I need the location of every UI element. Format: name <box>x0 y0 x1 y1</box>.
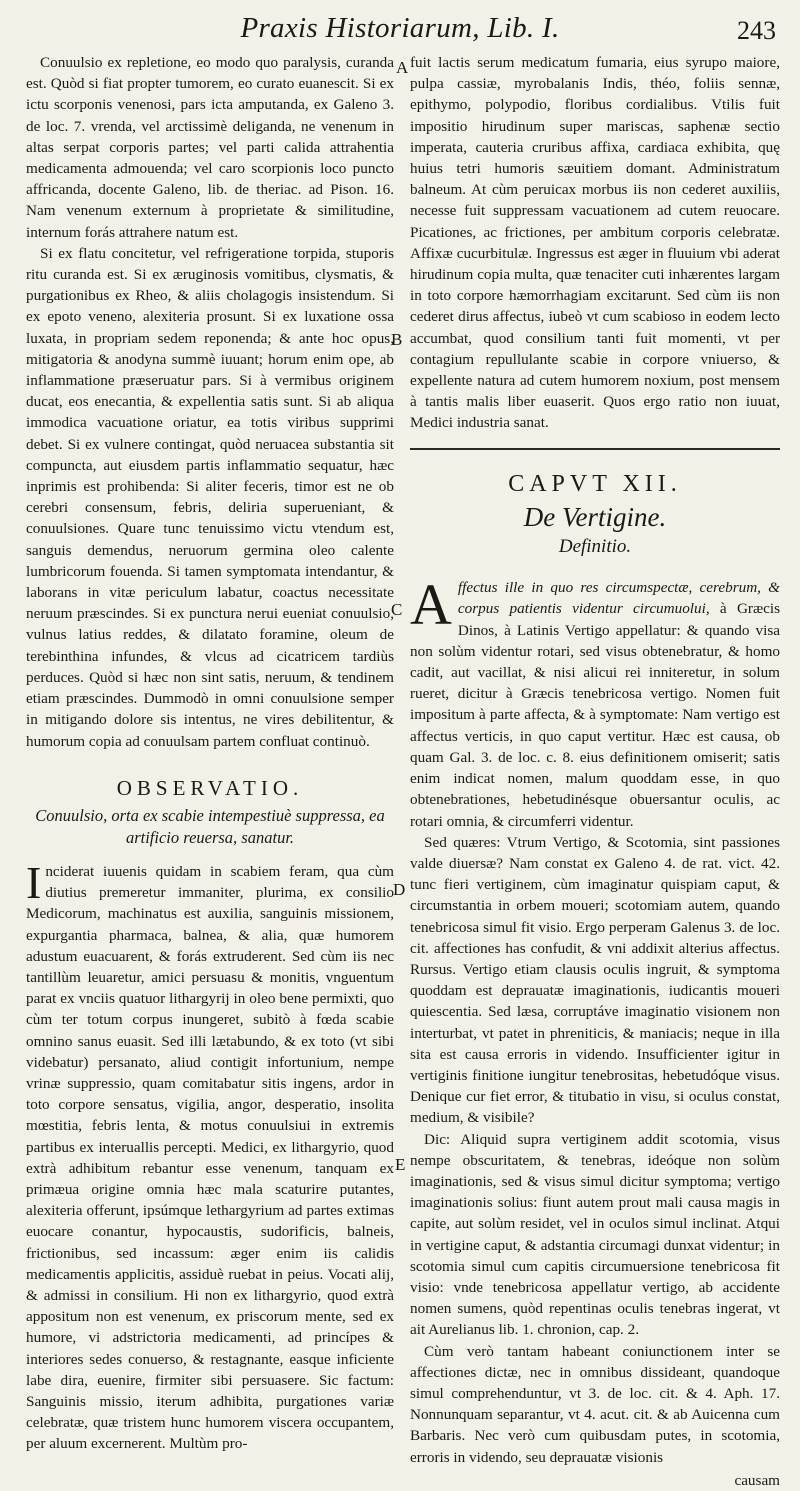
margin-letter-e: E <box>395 1155 406 1174</box>
observatio-text: nciderat iuuenis quidam in scabiem feram, qua cùm diutius premeretur immaniter, plurima, ex consilio Medicorum, machinatus est auxilia, sanguinis missionem, expurgantia pharmaca, balnea, & alia, quæ humorem adustum euacuarent, & forás extruderent. Sed cùm iis nec tantillùm leuaretur, amici persuasu & monitis, vnguentum parat ex vnciis quatuor lithargyrij in oleo bene permixti, quo cùm ter totum corpus inungeret, subitò à fœda scabie omnino sanus euasit. Sed illi lætabundo, & ex toto (vt sibi videbatur) persanato, aliud contigit infortunium, nempe vrinæ suppressio, quam comitabatur sitis ingens, ardor in toto corpore sensatus, vigilia, angor, desperatio, insolita mœstitia, febris lenta, & motus conuulsiui in extremis partibus ex interuallis percepti. Medici, ex lithargyrio, quod extrà adhibitum rebantur esse venenum, tanquam ex primæua origine omnia hæc mala scaturire putantes, alexiteria offerunt, ipsúmque lethargyrium ad partes extimas euocare conantur, hypocaustis, sudorificis, balneis, frictionibus, sed incassum: æger enim iis calidis medicamentis applicitis, assiduè ruebat in peius. Vocati alij, & admissi in consilium. Hi non ex lithargyrio, quod extrà appositum non est venenum, ex priscorum mente, sed ex humore, vi adstrictoria medicamenti, ad princípes & interiores sedes conuerso, & restagnante, easque inficiente labe dira, euenire, firmiter sibi persuasere. Sic factum: Sanguinis missio, iterum adhibita, purgationes variæ celebratæ, quæ tristem hunc humorem viscera occupantem, per aluum excernerent. Multùm pro- <box>26 862 394 1453</box>
left-column <box>26 52 394 1455</box>
definitio-paragraph <box>410 572 780 831</box>
definitio-dropcap: A <box>410 572 452 638</box>
left-paragraph: Conuulsio ex repletione, eo modo quo paralysis, curanda est. Quòd si fiat propter tumorem, eo curato euanescit. Si ex ictu scorponis venenosi, pars icta amputanda, ex Galeno 3. de loc. 7. vrenda, vel arctissimè deliganda, ne venenum in altas serpat corporis partes; vel parti calida attrahentia medicamenta admouenda; vel caro scorpionis loco puncto affricanda, docente Galeno, lib. de theriac. ad Pison. 16. Nam venenum externum à proprietate & similitudine, internum forás attrahere natum est. <box>26 54 394 241</box>
right-paragraph: Cùm verò tantam habeant coniunctionem inter se affectiones dictæ, nec in omnibus dissideant, quandoque simul comprehenduntur, vt 3. de loc. cit. & 4. Aph. 17. Nonnunquam separantur, vt 4. acut. cit. & ab Auicenna cum Barbaris. Nec verò cum quibusdam putes, in scotomia, erroris in videndo, seu deprauatæ visionis <box>410 1342 780 1466</box>
left-paragraph: Si ex flatu concitetur, vel refrigeratione torpida, stuporis ritu curanda est. Si ex æruginosis vomitibus, clysmatis, & purgationibus ex Rheo, & aliis cholagogis insistendum. Si ex epoto veneno, alexiteria prosunt. Si ex luxatione ossa luxata, in propriam sedem reponenda; & ante hoc opus, mitigatoria & anodyna summè iuuant; horum enim ope, ab inflammatione præseruatur pars. Si à vermibus originem ducat, eos enecantia, & expellentia satis sunt. Si ab aliqua immodica vacuatione oriatur, ea totis viribus supprimi debet. Si ex vulnere contingat, quòd neruacea substantia sit compuncta, aut eiusdem partis inflammatio sequatur, hæc inprimis est prohibenda: Si aliter feceris, timor est ne ob cerebri consensum, febris, deliria superueniant, & conuulsiones. Quare tunc tenuissimo victu vtendum est, sanguis demendus, neruorum germina oleo calente lumbricorum fouenda. Si tamen symptomata intendantur, & laborans in vitæ periculum labatur, coactus necessitate neruum præscindes. Si ex punctura nerui eueniat conuulsio, vulnus latius reddes, & dilatato foramine, oleum de terebinthina infundes, & vlcus ad cicatricem tardiùs perduces. Quòd si hæc non sint satis, neruum, & tendinem etiam præscindes. Dummodò in omni conuulsione semper in mitigando dolore sis intentus, ne vires debilitentur, & humorum copia ad conuulsam partem confluat continuò. <box>26 244 394 750</box>
page-header <box>0 10 800 50</box>
margin-letter-c: C <box>391 600 403 619</box>
chapter-title: De Vertigine. <box>523 501 667 532</box>
observatio-dropcap: I <box>26 856 42 908</box>
observatio-heading: OBSERVATIO. <box>116 775 304 800</box>
margin-letter-b: B <box>391 330 403 349</box>
right-column <box>410 52 780 1491</box>
definitio-text: à Græcis Dinos, à Latinis Vertigo appellatur: & quando visa non solùm videntur rotari, sed visus obtenebratur, & homo cadit, aut vacillat, & nisi alicui rei inniteretur, in solum rueret, dicitur à Græcis tenebricosa vertigo. Nomen fuit impositum à parte affecta, & à symptomate: Nam vertigo est affectus verticis, in quo caput vertitur. Hæc est causa, ob quam Gal. 3. de loc. c. 8. eius definitionem omiserit; satis enim indicat nomen, malum quoddam esse, in quo obtenebrationes, hebetudinésque obuersantur oculis, ac rotari omnia, & circumferri videntur. <box>410 600 780 830</box>
chapter-heading: CAPVT XII. <box>508 470 682 497</box>
margin-letter-d: D <box>393 880 406 899</box>
margin-letter-a: A <box>396 58 409 77</box>
right-paragraph: Dic: Aliquid supra vertiginem addit scotomia, visus nempe obscuritatem, & tenebras, ideóque non solùm imaginationis, sed & visus simul dicitur symptoma; vertigo imaginationis solius: fiunt autem prout mali causa magis in capite, aut solùm residet, vel in oculos simul inclinat. Atqui in vertigine caput, & adstantia circumagi dunxat videntur; in scotomia simul cum capitis circumuersione tenebricosa fit visio: vnde tenebricosa appellatur vertigo, ab accidente nomen sumens, quòd repentinas oculis tenebras ingerat, vt ait Aurelianus lib. 1. chronion, cap. 2. <box>410 1130 780 1339</box>
right-top-paragraph: fuit lactis serum medicatum fumaria, eius syrupo maiore, pulpa cassiæ, myrobalanis Indis, théo, foliis sennæ, epithymo, polypodio, floribus cordialibus. Vtilis fuit impositio hirudinum super mariscas, saphenæ sectio imperata, cauteria cruribus affixa, cardiaca exhibita, quę huius tetri humoris sæuitiem domant. Administratum balneum. At cùm peruicax morbus iis non cederet auxiliis, necesse fuit suppressam vacuationem ad cutem reuocare. Picationes, ac frictiones, per ambitum corporis celebratæ. Affixæ cucurbitulæ. Ingressus est æger in fluuium vbi aderat hirudinum copia multa, quæ tenaciter cuti inhærentes largam in toto corpore hæmorrhagiam excitarunt. Sed cùm iis non cederet dirus affectus, iubeò vt cum scabioso in eodem lecto accumbat, quod consilium tanti fuit momenti, vt per contagium repullulante scabie in corpore vniuerso, & expellente natura ad cutem humorem noxium, post mensem à tantis malis liber euaserit. Quos ergo ratio non iuuat, Medici industria sanat. <box>410 54 780 432</box>
catchword: causam <box>734 1471 780 1489</box>
right-paragraph: Sed quæres: Vtrum Vertigo, & Scotomia, sint passiones valde diuersæ? Nam constat ex Galeno 4. de rat. vict. 42. tunc fieri vertiginem, cùm imaginatur quispiam caput, & circumstantia in orbem moueri; scotomiam autem, quando tenebricosa simul fit visio. Ergo perperam Galenus 3. de loc. cit. affectiones has confudit, & vni addixit alterius affectus. Rursus. Vertigo etiam clausis oculis ingruit, & symptoma quoddam est deprauatæ imaginationis, iudicantis moueri quiescentia. Sed læsa, corruptáve imaginatio visionem non interturbat, vt patet in phreniticis, & maniacis; neque in illa sita est causa erroris in videndo. Insufficienter igitur in vertiginis finitione iungitur tenebrositas, hebetudóque visus. Denique cur fiet error, & titubatio in visu, si oculus constat, medium, & visibile? <box>410 833 780 1127</box>
observatio-paragraph <box>26 856 394 1455</box>
page-number: 243 <box>737 16 776 45</box>
running-title: Praxis Historiarum, Lib. I. <box>240 12 560 44</box>
observatio-subtitle: Conuulsio, orta ex scabie intempestiuè suppressa, ea artificio reuersa, sanatur. <box>35 805 385 847</box>
section-rule <box>410 448 780 450</box>
definitio-lead: ffectus ille in quo res circumspectæ, cerebrum, & corpus patientis videntur circumuolui, <box>457 579 780 618</box>
chapter-subtitle: Definitio. <box>558 536 632 558</box>
